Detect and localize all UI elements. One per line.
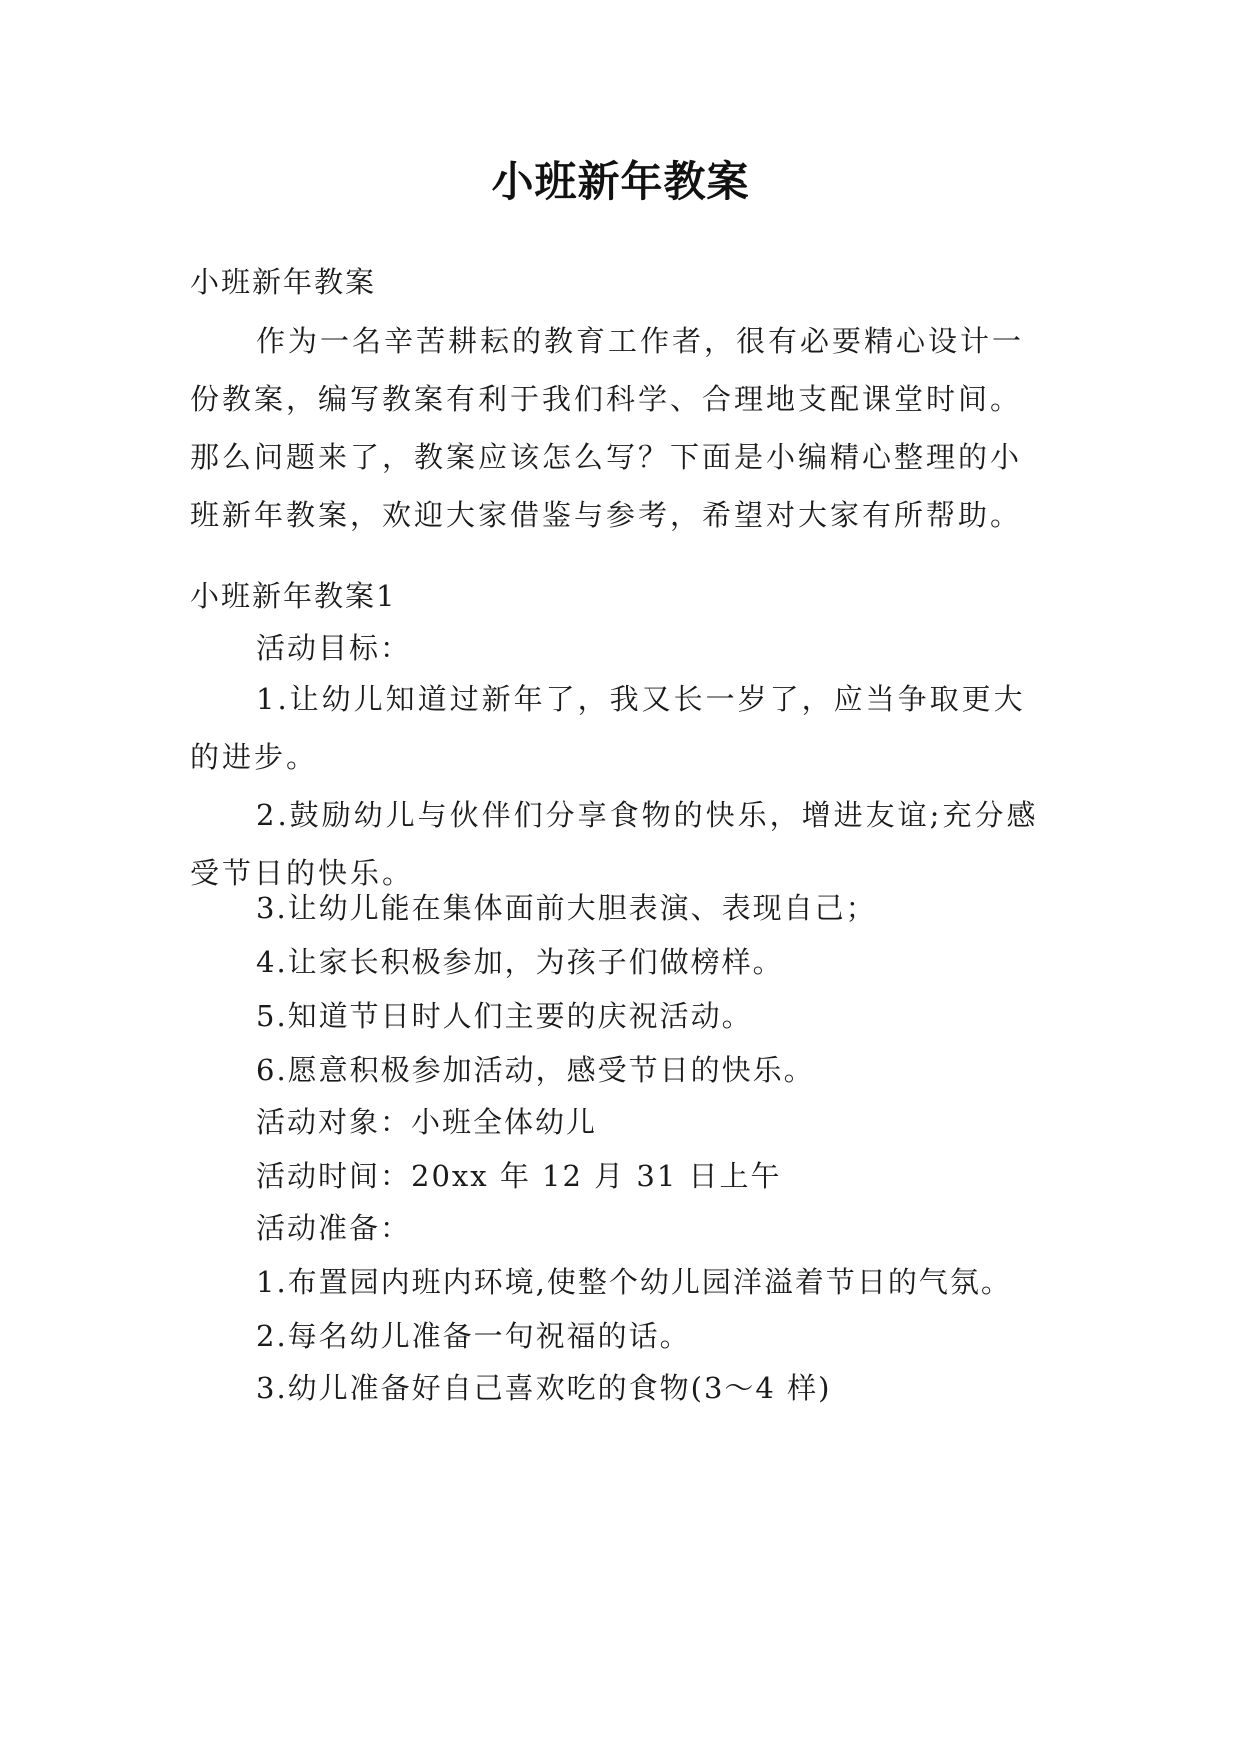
prep-item-1: 1.布置园内班内环境,使整个幼儿园洋溢着节日的气氛。 (256, 1265, 1012, 1299)
goal-item-6: 6.愿意积极参加活动，感受节日的快乐。 (256, 1053, 815, 1087)
goal-item-2: 2.鼓励幼儿与伙伴们分享食物的快乐，增进友谊;充分感受节日的快乐。 (190, 798, 1039, 890)
prep-item-3: 3.幼儿准备好自己喜欢吃的食物(3～4 样) (256, 1371, 832, 1405)
prep-label: 活动准备： (256, 1211, 412, 1245)
section-heading: 小班新年教案1 (190, 579, 397, 613)
goals-label: 活动目标： (256, 631, 412, 665)
subtitle: 小班新年教案 (190, 265, 377, 299)
activity-time: 活动时间：20xx 年 12 月 31 日上午 (256, 1159, 782, 1193)
prep-item-2: 2.每名幼儿准备一句祝福的话。 (256, 1319, 691, 1353)
goal-item-5: 5.知道节日时人们主要的庆祝活动。 (256, 999, 753, 1033)
activity-target: 活动对象：小班全体幼儿 (256, 1105, 598, 1139)
goal-item-1: 1.让幼儿知道过新年了，我又长一岁了，应当争取更大的进步。 (190, 682, 1026, 774)
intro-paragraph: 作为一名辛苦耕耘的教育工作者，很有必要精心设计一份教案，编写教案有利于我们科学、合理地支配课堂时间。那么问题来了，教案应该怎么写？下面是小编精心整理的小班新年教案，欢迎大家借鉴与参考，希望对大家有所帮助。 (190, 324, 1025, 532)
goal-item-4: 4.让家长积极参加，为孩子们做榜样。 (256, 945, 784, 979)
page-title: 小班新年教案 (491, 157, 750, 206)
goal-item-3: 3.让幼儿能在集体面前大胆表演、表现自己； (256, 891, 877, 925)
